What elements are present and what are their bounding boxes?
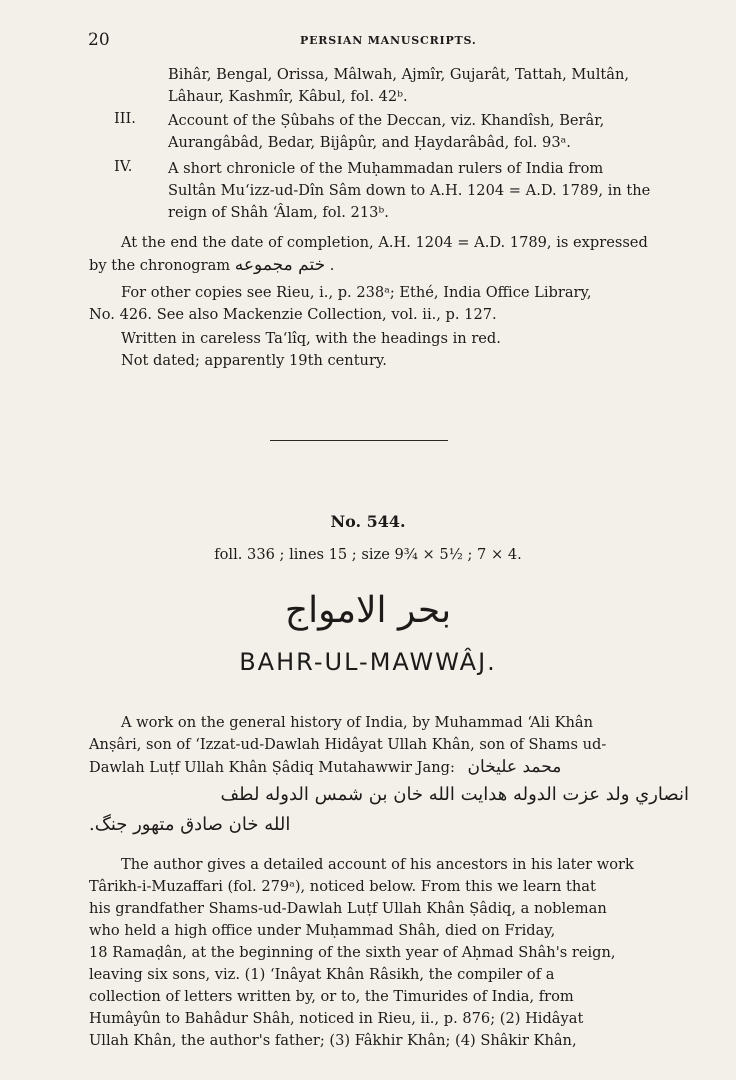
contents-line: A short chronicle of the Muḥammadan rulers of India from [168, 160, 604, 177]
contents-number: IV. [114, 158, 133, 175]
arabic-line: الله خان صادق متهور جنگ. [89, 814, 291, 835]
copies-line: For other copies see Rieu, i., p. 238ᵃ; Ethé, India Office Library, [121, 284, 592, 301]
author-line: leaving six sons, viz. (1) ‘Inâyat Khân Râsikh, the compiler of a [89, 966, 555, 983]
arabic-line: انصاري ولد عزت الدوله هدايت الله خان بن شمس الدوله لطف [220, 784, 689, 805]
dated-line: Not dated; apparently 19th century. [121, 352, 387, 369]
intro-line: A work on the general history of India, by Muhammad ‘Ali Khân [121, 714, 594, 731]
intro-line [89, 756, 561, 779]
arabic-title: بحر الامواج [284, 590, 452, 631]
date-line [89, 254, 334, 277]
author-line: Târikh-i-Muzaffari (fol. 279ᵃ), noticed below. From this we learn that [89, 878, 596, 895]
author-line: The author gives a detailed account of his ancestors in his later work [121, 856, 634, 873]
intro-arabic: محمد عليخان [467, 757, 562, 777]
contents-line: Aurangâbâd, Bedar, Bijâpûr, and Ḥaydarâbâd, fol. 93ᵃ. [168, 134, 571, 151]
entry-meta: foll. 336 ; lines 15 ; size 9¾ × 5½ ; 7 × 4. [214, 546, 522, 563]
author-line: 18 Ramaḍân, at the beginning of the sixth year of Aḥmad Shâh's reign, [89, 944, 616, 961]
contents-line: Account of the Ṣûbahs of the Deccan, viz. Khandîsh, Berâr, [168, 112, 605, 129]
entry-number: No. 544. [330, 512, 406, 531]
author-line: Ullah Khân, the author's father; (3) Fâkhir Khân; (4) Shâkir Khân, [89, 1032, 577, 1049]
section-divider [270, 440, 448, 441]
contents-line: Lâhaur, Kashmîr, Kâbul, fol. 42ᵇ. [168, 88, 408, 105]
author-line: Humâyûn to Bahâdur Shâh, noticed in Rieu, ii., p. 876; (2) Hidâyat [89, 1010, 584, 1027]
intro-line: Anṣâri, son of ‘Izzat-ud-Dawlah Hidâyat Ullah Khân, son of Shams ud- [89, 736, 607, 753]
author-line: his grandfather Shams-ud-Dawlah Luṭf Ullah Khân Ṣâdiq, a nobleman [89, 900, 607, 917]
date-prefix: by the chronogram [89, 257, 231, 274]
date-line: At the end the date of completion, A.H. 1204 = A.D. 1789, is expressed [121, 234, 648, 251]
chronogram: ختم مجموعه [234, 255, 326, 275]
running-head: PERSIAN MANUSCRIPTS. [300, 34, 477, 47]
copies-line: No. 426. See also Mackenzie Collection, vol. ii., p. 127. [89, 306, 497, 323]
author-line: collection of letters written by, or to, the Timurides of India, from [89, 988, 574, 1005]
page-number: 20 [88, 30, 110, 50]
entry-title: BAHR-UL-MAWWÂJ. [239, 648, 497, 676]
contents-line: Bihâr, Bengal, Orissa, Mâlwah, Ajmîr, Gujarât, Tattah, Multân, [168, 66, 629, 83]
contents-line: Sultân Mu‘izz-ud-Dîn Sâm down to A.H. 1204 = A.D. 1789, in the [168, 182, 651, 199]
date-suffix: . [329, 257, 335, 274]
intro-line-text: Dawlah Luṭf Ullah Khân Ṣâdiq Mutahawwir Jang: [89, 759, 455, 776]
author-line: who held a high office under Muḥammad Shâh, died on Friday, [89, 922, 556, 939]
script-line: Written in careless Ta‘lîq, with the headings in red. [121, 330, 501, 347]
contents-number: III. [114, 110, 136, 127]
page-header [88, 30, 688, 54]
contents-line: reign of Shâh ‘Âlam, fol. 213ᵇ. [168, 204, 389, 221]
